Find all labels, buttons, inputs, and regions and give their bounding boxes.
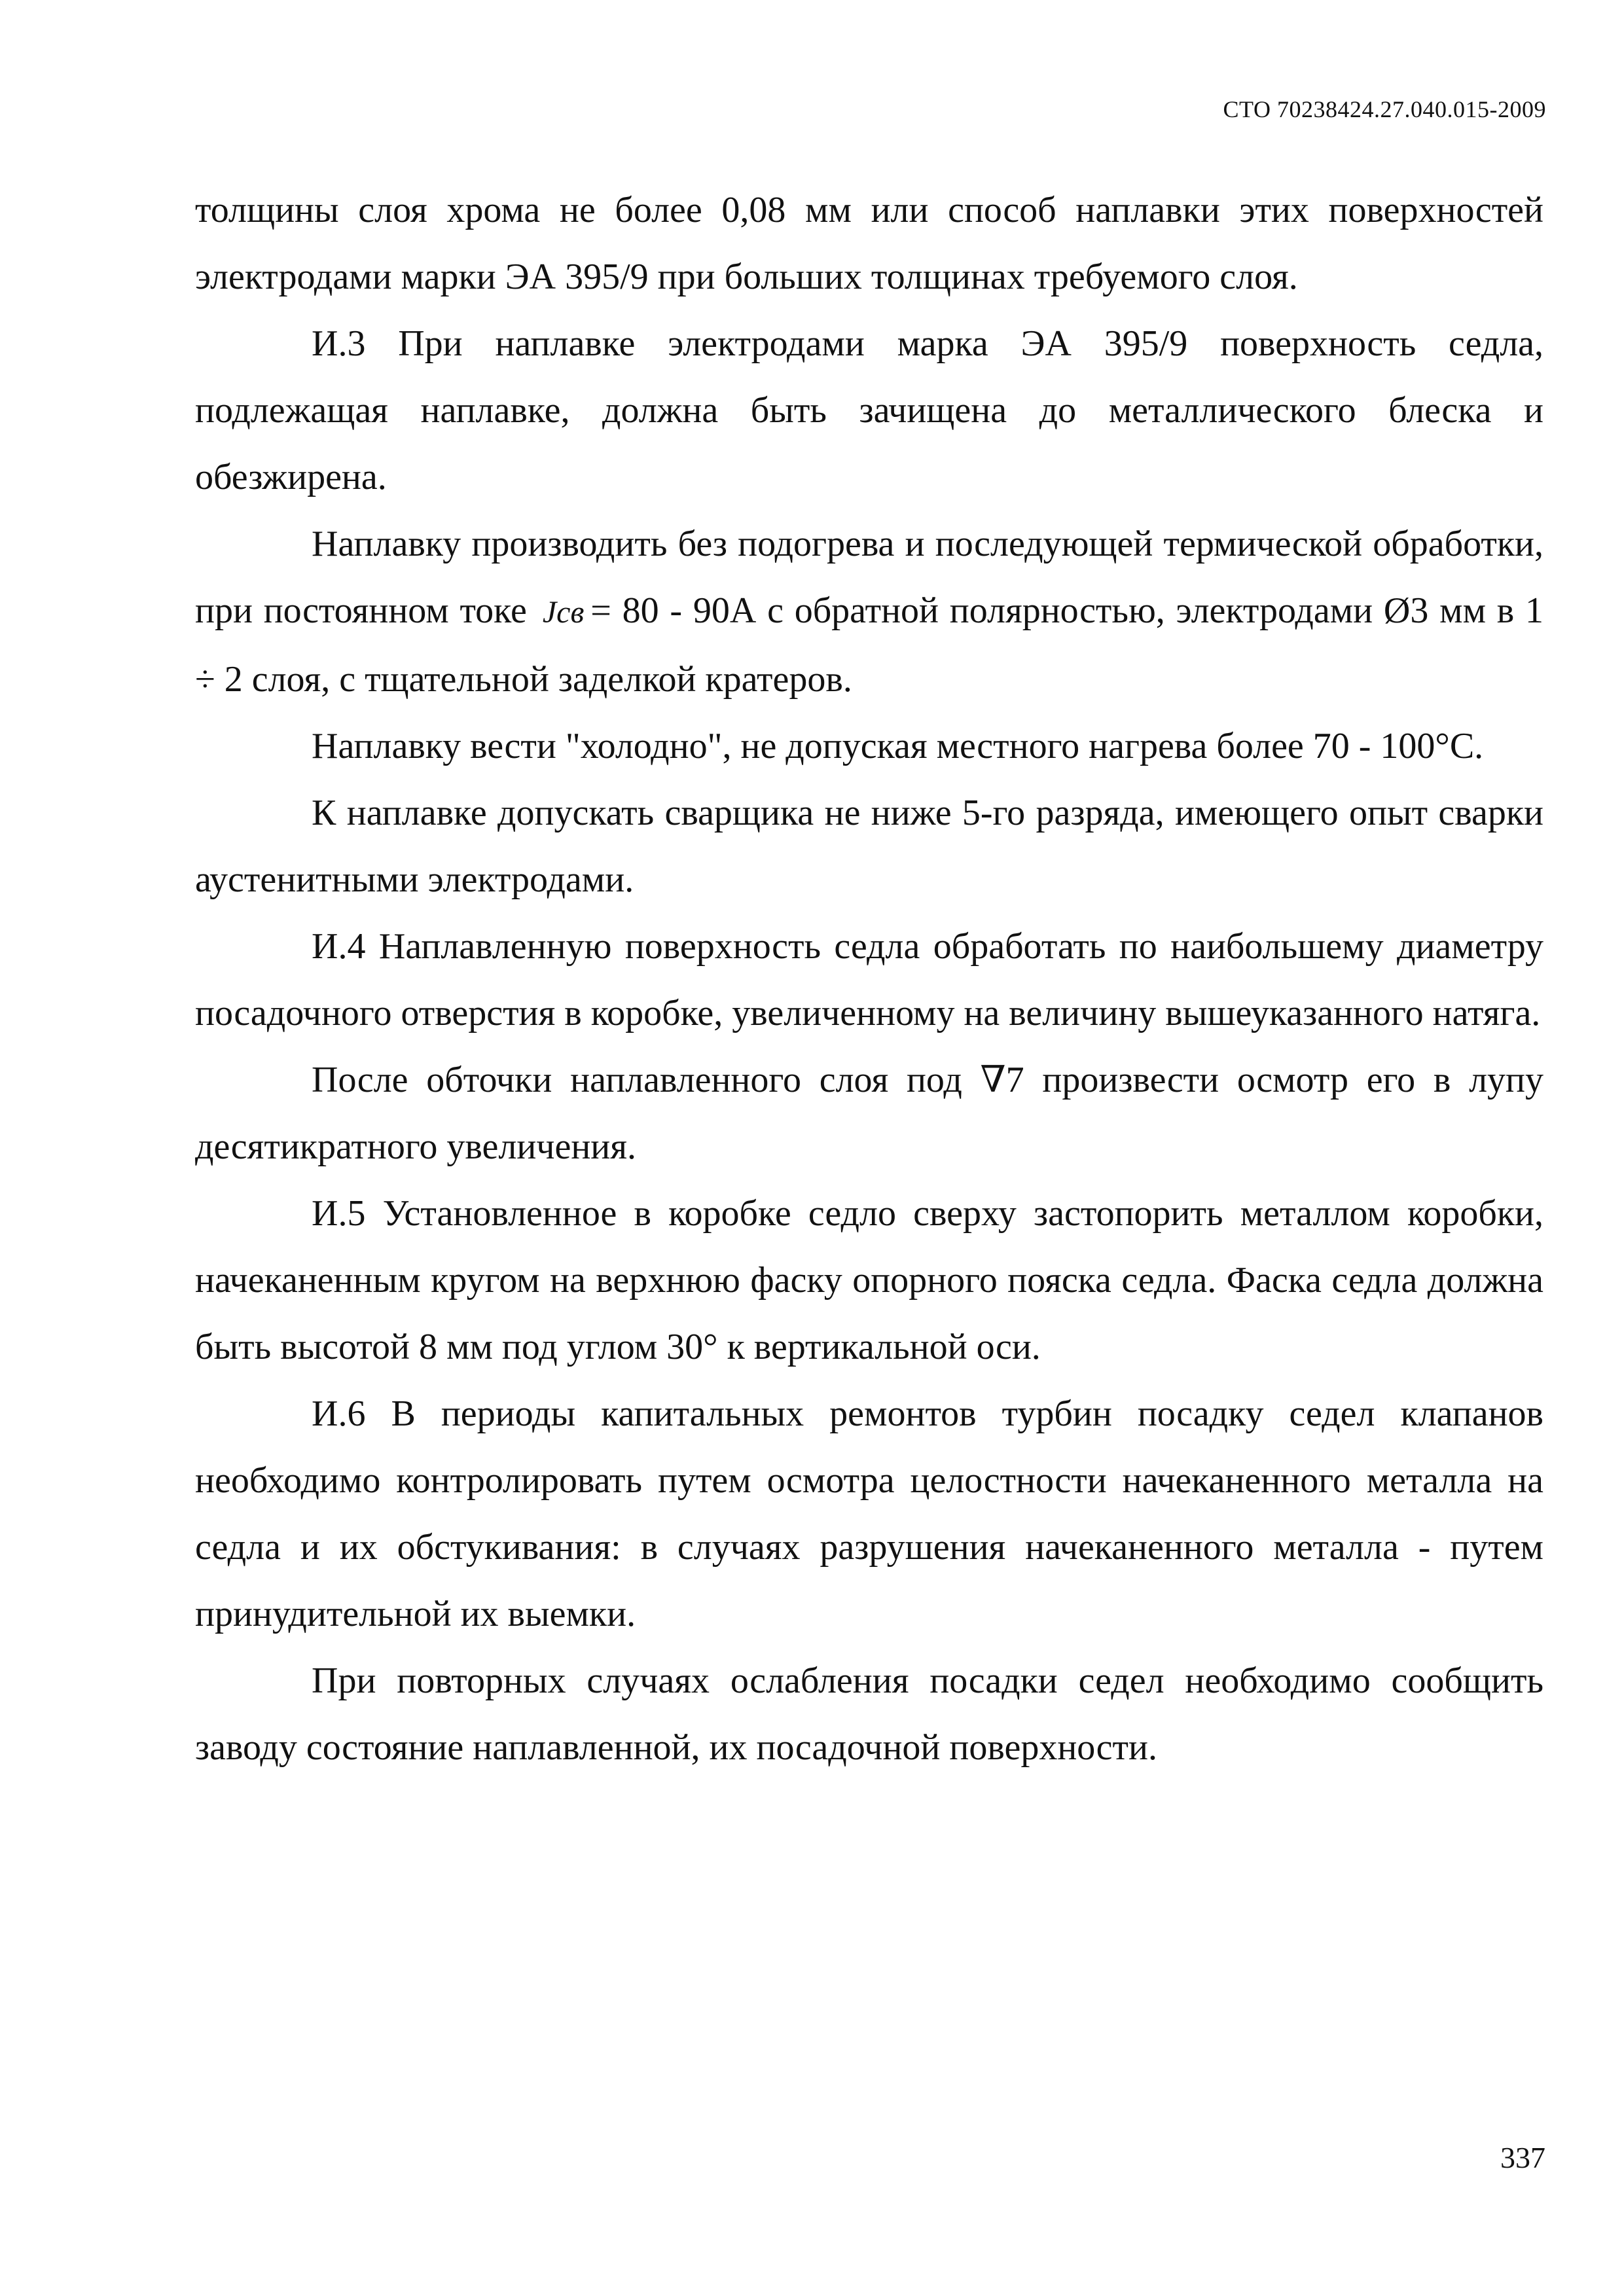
paragraph-inspection: После обточки наплавленного слоя под ∇7 произвести осмотр его в лупу десятикратного увеличения. [195,1060,1543,1167]
paragraph-i3: И.3 При наплавке электродами марка ЭА 395/9 поверхность седла, подлежащая наплавке, должна быть зачищена до металлического блеска и обезжирена. [195,323,1543,497]
paragraph-welding-current [195,511,1543,713]
paragraph-continuation: толщины слоя хрома не более 0,08 мм или способ наплавки этих поверхностей электродами марки ЭА 395/9 при больших толщинах требуемого слоя. [195,190,1543,297]
welding-current-formula: Jсв [542,595,585,630]
paragraph-i6: И.6 В периоды капитальных ремонтов турбин посадку седел клапанов необходимо контролировать путем осмотра целостности начеканенного металла на седла и их обстукивания: в случаях разрушения начеканенного металла - путем принудительной их выемки. [195,1393,1543,1634]
paragraph-i5: И.5 Установленное в коробке седло сверху застопорить металлом коробки, начеканенным кругом на верхнюю фаску опорного пояска седла. Фаска седла должна быть высотой 8 мм под углом 30° к вертикальной оси. [195,1193,1543,1367]
document-body [195,177,1543,1781]
paragraph-i4: И.4 Наплавленную поверхность седла обработать по наибольшему диаметру посадочного отверстия в коробке, увеличенному на величину вышеуказанного натяга. [195,926,1543,1033]
paragraph-text-after-formula: = 80 - 90А с обратной полярностью, электродами Ø3 мм в 1 ÷ 2 слоя, с тщательной заделкой кратеров. [195,590,1543,700]
document-code-header: СТО 70238424.27.040.015-2009 [1223,96,1546,122]
page-number: 337 [1500,2141,1545,2174]
paragraph-welder-qualification: К наплавке допускать сварщика не ниже 5-го разряда, имеющего опыт сварки аустенитными электродами. [195,793,1543,900]
paragraph-text-before-formula: Наплавку производить без подогрева и последующей термической обработки, при постоянном токе [195,524,1543,631]
paragraph-cold-welding: Наплавку вести "холодно", не допуская местного нагрева более 70 - 100°С. [312,726,1484,766]
paragraph-repeated-cases: При повторных случаях ослабления посадки седел необходимо сообщить заводу состояние наплавленной, их посадочной поверхности. [195,1660,1543,1768]
